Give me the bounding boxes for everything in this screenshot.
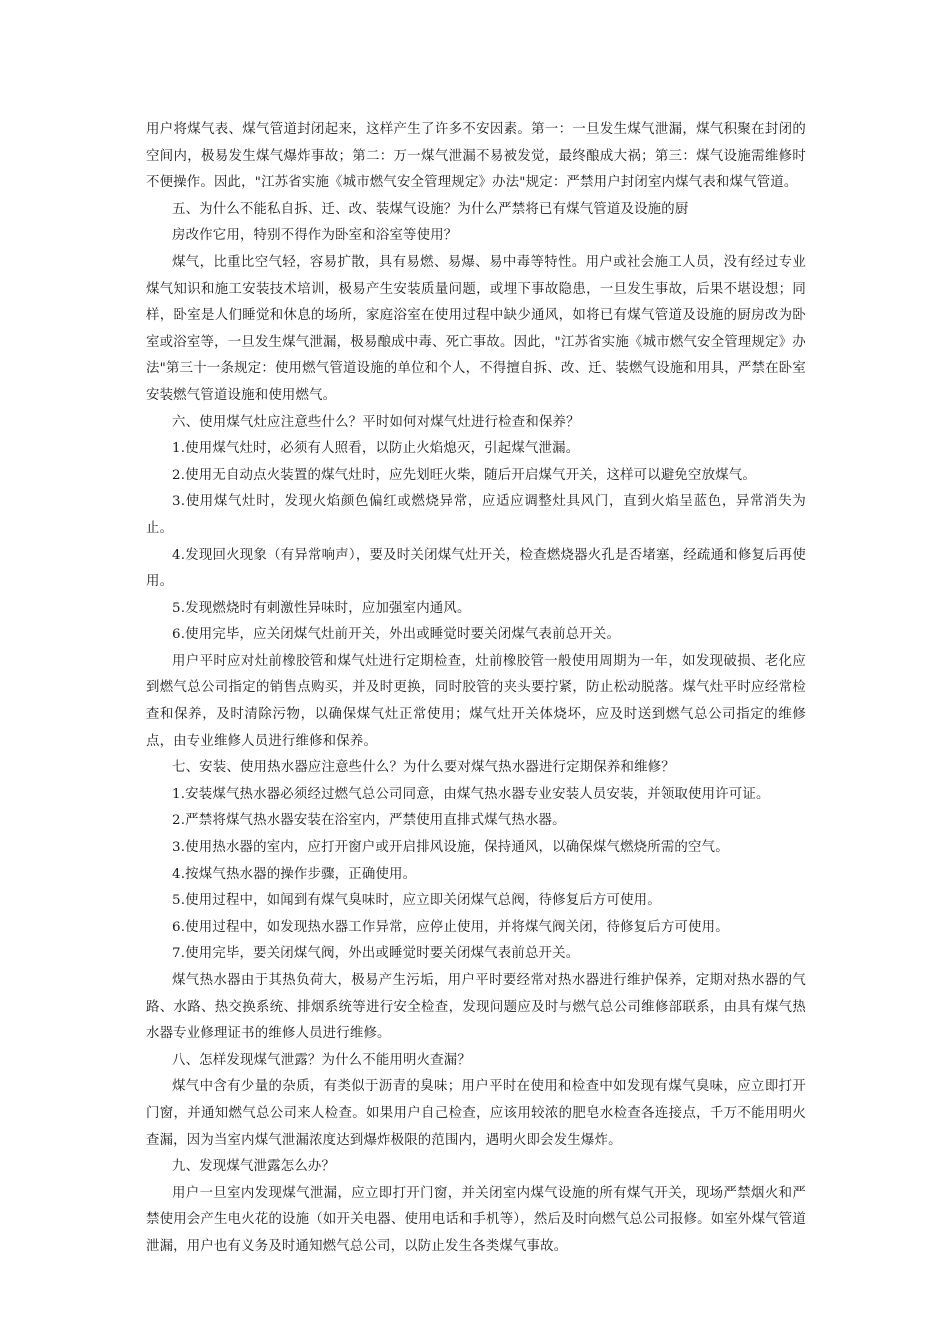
section-heading-8: 八、怎样发现煤气泄露？为什么不能用明火查漏？ [172,1052,471,1068]
section-heading-5: 五、为什么不能私自拆、迁、改、装煤气设施？为什么严禁将已有煤气管道及设施的厨 [172,201,689,217]
list-item: 1.使用煤气灶时，必须有人照看，以防止火焰熄灭，引起煤气泄漏。 [172,441,580,457]
paragraph: 煤气中含有少量的杂质，有类似于沥青的臭味；用户平时在使用和检查中如发现有煤气臭味，应立即打开门窗，并通知燃气总公司来人检查。如果用户自己检查，应该用较浓的肥皂水检查各连接点，千万不能用明火查漏，因为当室内煤气泄漏浓度达到爆炸极限的范围内，遇明火即会发生爆炸。 [146,1079,806,1148]
list-item: 5.发现燃烧时有刺激性异味时，应加强室内通风。 [172,600,471,616]
list-item: 4.按煤气热水器的操作步骤，正确使用。 [172,866,417,882]
document-page [146,117,806,1261]
list-item: 6.使用完毕，应关闭煤气灶前开关，外出或睡觉时要关闭煤气表前总开关。 [172,627,621,643]
list-item: 2.严禁将煤气热水器安装在浴室内，严禁使用直排式煤气热水器。 [172,813,566,829]
paragraph: 用户平时应对灶前橡胶管和煤气灶进行定期检查，灶前橡胶管一般使用周期为一年，如发现破损、老化应到燃气总公司指定的销售点购买，并及时更换，同时胶管的夹头要拧紧，防止松动脱落。煤气灶平时应经常检查和保养，及时清除污物，以确保煤气灶正常使用；煤气灶开关体烧坏，应及时送到燃气总公司指定的维修点，由专业维修人员进行维修和保养。 [146,653,806,749]
list-item: 3.使用热水器的室内，应打开窗户或开启排风设施，保持通风，以确保煤气燃烧所需的空气。 [172,840,729,856]
list-item: 4.发现回火现象（有异常响声），要及时关闭煤气灶开关，检查燃烧器火孔是否堵塞，经疏通和修复后再使用。 [146,547,806,590]
paragraph: 煤气热水器由于其热负荷大，极易产生污垢，用户平时要经常对热水器进行维护保养，定期对热水器的气路、水路、热交换系统、排烟系统等进行安全检查，发现问题应及时与燃气总公司维修部联系，由具有煤气热水器专业修理证书的维修人员进行维修。 [146,973,806,1042]
paragraph: 煤气，比重比空气轻，容易扩散，具有易燃、易爆、易中毒等特性。用户或社会施工人员，没有经过专业煤气知识和施工安装技术培训，极易产生安装质量问题，或埋下事故隐患，一旦发生事故，后果不堪设想；同样，卧室是人们睡觉和休息的场所，家庭浴室在使用过程中缺少通风，如将已有煤气管道及设施的厨房改为卧室或浴室等，一旦发生煤气泄漏，极易酿成中毒、死亡事故。因此，"江苏省实施《城市燃气安全管理规定》办法"第三十一条规定：使用燃气管道设施的单位和个人，不得擅自拆、改、迁、装燃气设施和用具，严禁在卧室安装燃气管道设施和使用燃气。 [146,254,806,403]
paragraph: 用户一旦室内发现煤气泄漏，应立即打开门窗，并关闭室内煤气设施的所有煤气开关，现场严禁烟火和严禁使用会产生电火花的设施（如开关电器、使用电话和手机等），然后及时向燃气总公司报修。如室外煤气管道泄漏，用户也有义务及时通知燃气总公司，以防止发生各类煤气事故。 [146,1185,806,1254]
list-item: 2.使用无自动点火装置的煤气灶时，应先划旺火柴，随后开启煤气开关，这样可以避免空放煤气。 [172,467,756,483]
section-heading-6: 六、使用煤气灶应注意些什么？平时如何对煤气灶进行检查和保养？ [172,414,580,430]
paragraph: 用户将煤气表、煤气管道封闭起来，这样产生了许多不安因素。第一：一旦发生煤气泄漏，煤气积聚在封闭的空间内，极易发生煤气爆炸事故；第二：万一煤气泄漏不易被发觉，最终酿成大祸；第三：煤气设施需维修时不便操作。因此，"江苏省实施《城市燃气安全管理规定》办法"规定：严禁用户封闭室内煤气表和煤气管道。 [146,122,806,191]
section-heading-9: 九、发现煤气泄露怎么办？ [172,1159,336,1175]
list-item: 1.安装煤气热水器必须经过燃气总公司同意，由煤气热水器专业安装人员安装，并领取使用许可证。 [172,786,770,802]
section-heading-7: 七、安装、使用热水器应注意些什么？为什么要对煤气热水器进行定期保养和维修？ [172,760,675,776]
list-item: 5.使用过程中，如闻到有煤气臭味时，应立即关闭煤气总阀，待修复后方可使用。 [172,893,661,909]
list-item: 6.使用过程中，如发现热水器工作异常，应停止使用，并将煤气阀关闭，待修复后方可使用。 [172,919,729,935]
list-item: 3.使用煤气灶时，发现火焰颜色偏红或燃烧异常，应适应调整灶具风门，直到火焰呈蓝色，异常消失为止。 [146,494,806,536]
list-item: 7.使用完毕，要关闭煤气阀，外出或睡觉时要关闭煤气表前总开关。 [172,946,580,962]
section-heading-5-continued: 房改作它用，特别不得作为卧室和浴室等使用？ [172,228,458,244]
